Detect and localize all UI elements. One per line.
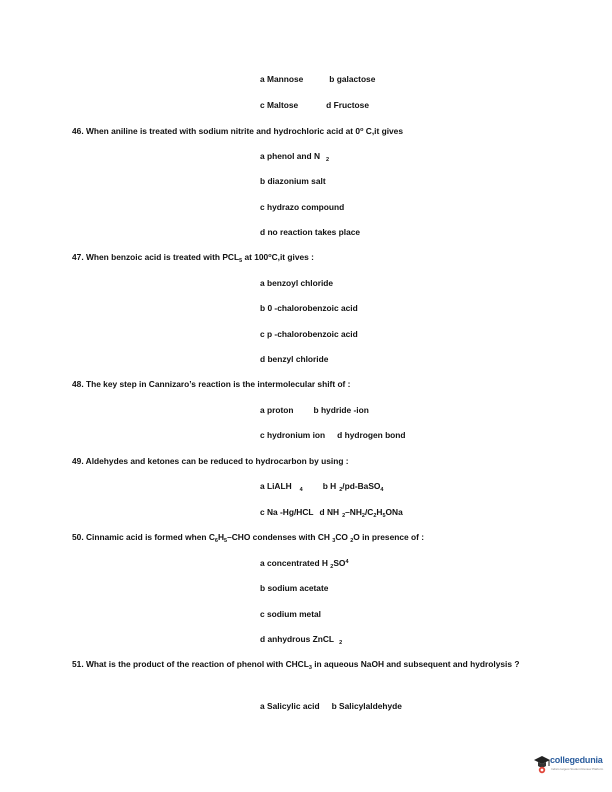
question-48: 48. The key step in Cannizaro’s reaction is the intermolecular shift of : — [72, 379, 351, 389]
option-d: d benzyl chloride — [260, 354, 329, 364]
option-b: b diazonium salt — [260, 176, 326, 186]
option-d: d anhydrous ZnCL $_2$ — [260, 634, 343, 646]
option-d: d no reaction takes place — [260, 227, 361, 237]
option-a: a phenol and N $_2$ — [260, 151, 330, 163]
option-b: b Salicylaldehyde — [331, 701, 402, 711]
option-c: c p -chalorobenzoic acid — [260, 329, 358, 339]
option-d: d hydrogen bond — [337, 430, 406, 440]
brand-name: collegedunia — [550, 755, 603, 765]
option-d: d NH $_2-NH_2/C_2H_5ONa$ — [319, 507, 403, 519]
option-a: a benzoyl chloride — [260, 278, 334, 288]
option-c: c Maltose — [260, 100, 299, 110]
option-line — [260, 74, 375, 84]
option-b: b sodium acetate — [260, 583, 329, 593]
option-a: a Mannose — [260, 74, 304, 84]
graduation-cap-icon — [533, 753, 551, 775]
option-a: a LiALH $_4$ — [260, 481, 303, 493]
question-47: 47. When benzoic acid is treated with $PCL_5$ at 100$^o$C,it gives : — [72, 252, 314, 264]
option-a: a Salicylic acid — [260, 701, 320, 711]
option-line — [260, 430, 406, 440]
question-51: 51. What is the product of the reaction of phenol with $CHCL_3$ in aqueous NaOH and subsequent and hydrolysis ? — [72, 659, 520, 671]
option-a: a proton — [260, 405, 294, 415]
question-46: 46. When aniline is treated with sodium nitrite and hydrochloric acid at 0$^o$ C,it gives — [72, 126, 403, 136]
option-line — [260, 701, 402, 711]
option-line — [260, 481, 383, 491]
option-line — [260, 405, 369, 415]
option-c: c hydrazo compound — [260, 202, 345, 212]
option-line — [260, 100, 369, 110]
brand-tagline: India's largest Student Review Platform — [551, 767, 604, 771]
option-c: c Na -Hg/HCL — [260, 507, 314, 517]
option-line — [260, 507, 403, 517]
question-50: 50. Cinnamic acid is formed when $C_6H_5$–CHO condenses with CH $_3$CO $_2$O in presence of : — [72, 532, 425, 544]
option-d: d Fructose — [326, 100, 369, 110]
option-b: b H $_2$/pd-BaSO$_4$ — [322, 481, 384, 493]
option-a: a concentrated H $_2SO^4$ — [260, 558, 349, 570]
option-b: b 0 -chalorobenzoic acid — [260, 303, 358, 313]
option-b: b hydride -ion — [313, 405, 369, 415]
question-49: 49. Aldehydes and ketones can be reduced to hydrocarbon by using : — [72, 456, 349, 466]
option-c: c hydronium ion — [260, 430, 326, 440]
option-b: b galactose — [329, 74, 376, 84]
collegedunia-logo — [533, 751, 603, 781]
option-c: c sodium metal — [260, 609, 321, 619]
